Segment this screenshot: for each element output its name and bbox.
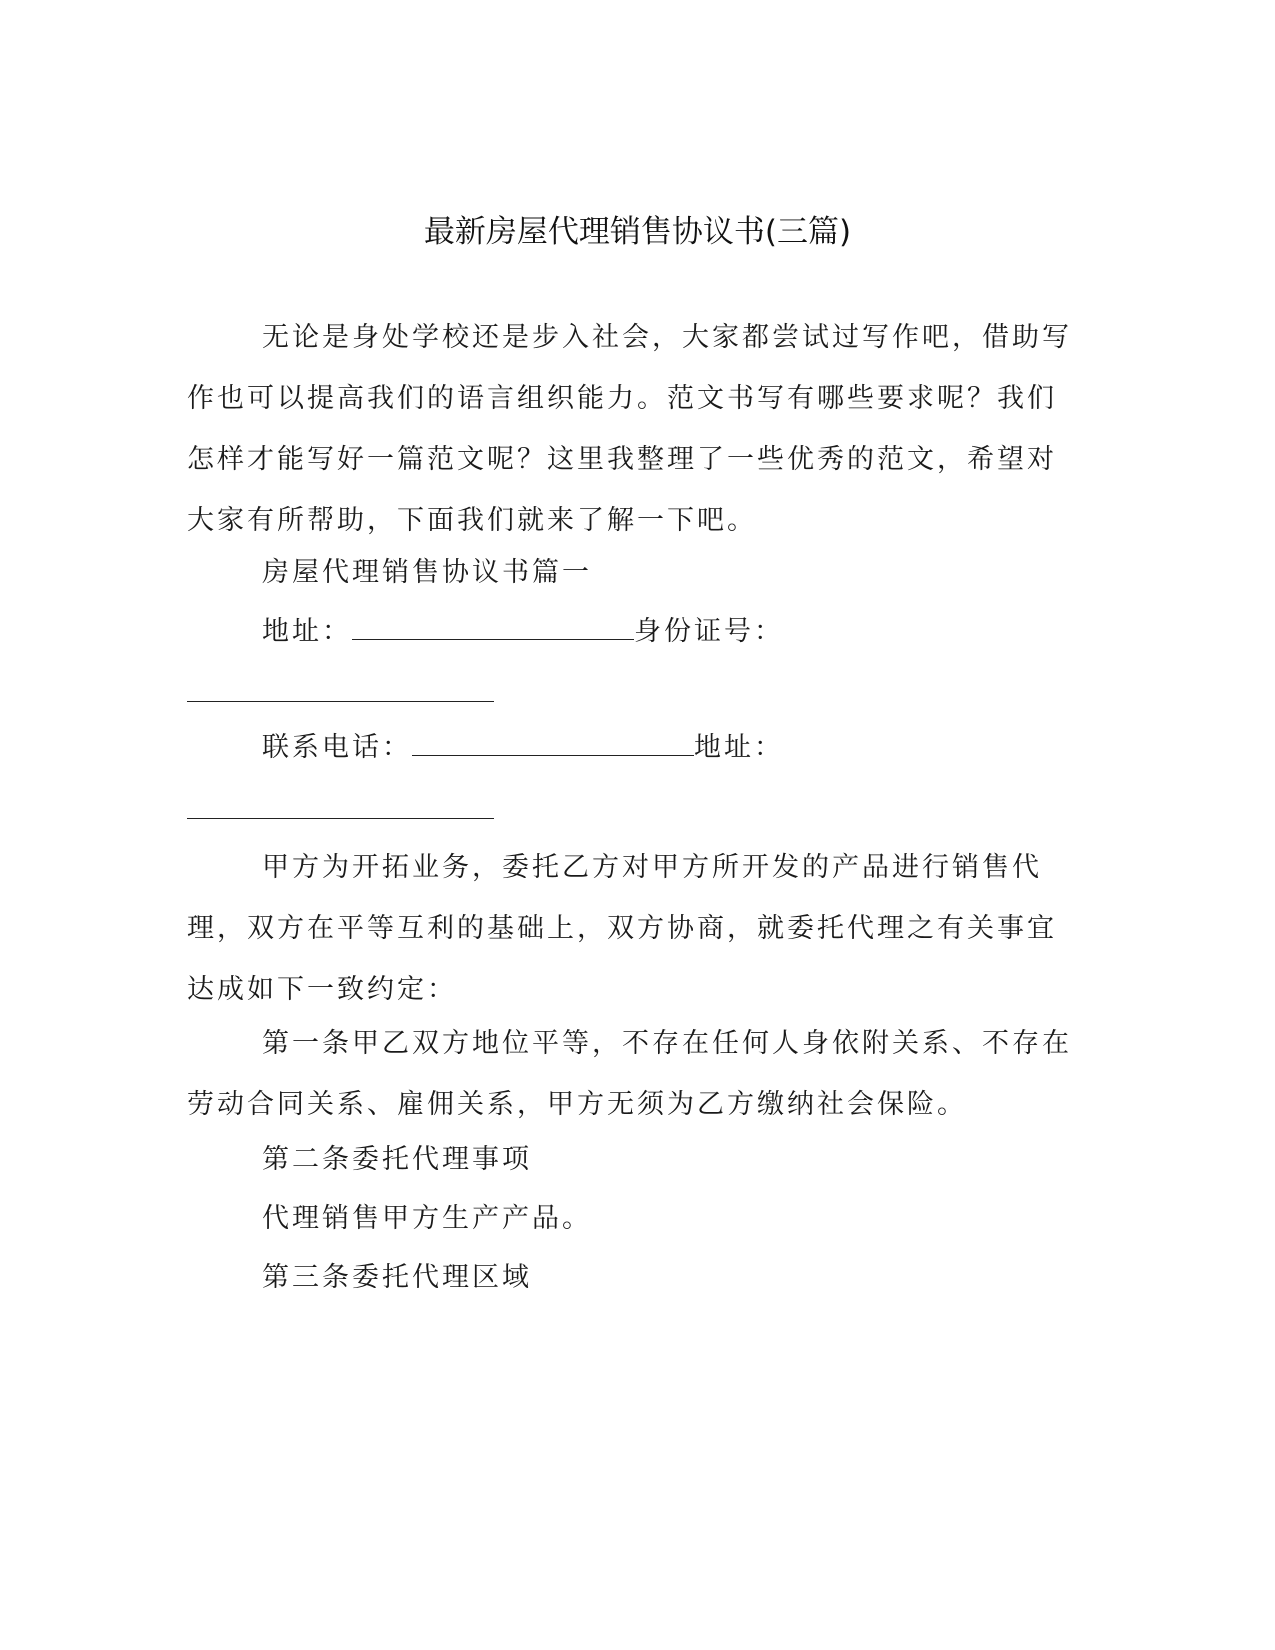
address2-blank [187,818,494,819]
id-number-label: 身份证号： [634,616,784,647]
address-id-row [262,612,784,652]
id-number-blank [187,701,494,702]
address-label: 地址： [262,616,352,647]
preamble-paragraph: 甲方为开拓业务，委托乙方对甲方所开发的产品进行销售代理，双方在平等互利的基础上，双方协商，就委托代理之有关事宜达成如下一致约定： [187,852,1057,1005]
address-blank [352,617,634,640]
phone-label: 联系电话： [262,732,412,763]
phone-address-row [262,728,784,768]
article-1-paragraph: 第一条甲乙双方地位平等，不存在任何人身依附关系、不存在劳动合同关系、雇佣关系，甲方无须为乙方缴纳社会保险。 [187,1028,1072,1120]
article-2-title: 第二条委托代理事项 [262,1144,532,1175]
section-heading: 房屋代理销售协议书篇一 [262,557,592,588]
phone-blank [412,733,694,756]
document-title: 最新房屋代理销售协议书(三篇) [423,214,852,250]
intro-paragraph: 无论是身处学校还是步入社会，大家都尝试过写作吧，借助写作也可以提高我们的语言组织能力。范文书写有哪些要求呢？我们怎样才能写好一篇范文呢？这里我整理了一些优秀的范文，希望对大家有所帮助，下面我们就来了解一下吧。 [187,322,1072,536]
article-3-title: 第三条委托代理区域 [262,1262,532,1293]
article-2-body: 代理销售甲方生产产品。 [262,1203,592,1234]
address2-label: 地址： [694,732,784,763]
